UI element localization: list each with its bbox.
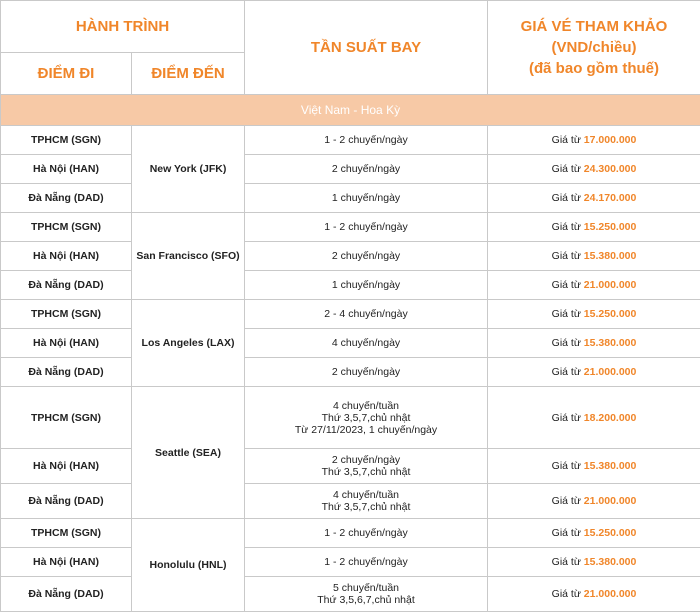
table-row: [1, 449, 700, 484]
table-row: [1, 577, 700, 612]
frequency-cell: [245, 184, 488, 213]
origin-cell: Hà Nội (HAN): [1, 449, 132, 484]
table-row: [1, 155, 700, 184]
price-cell: [488, 484, 700, 519]
price-header: [488, 1, 700, 95]
table-row: [1, 358, 700, 387]
frequency-cell: [245, 300, 488, 329]
route-header: HÀNH TRÌNH: [1, 1, 245, 53]
frequency-cell: [245, 155, 488, 184]
price-amount: 24.300.000: [583, 163, 637, 175]
price-cell: [488, 358, 700, 387]
destination-cell: Los Angeles (LAX): [132, 300, 245, 387]
frequency-cell: [245, 242, 488, 271]
price-prefix: Giá từ: [551, 192, 581, 204]
frequency-line: Thứ 3,5,7,chủ nhật: [321, 466, 411, 478]
origin-cell: Hà Nội (HAN): [1, 242, 132, 271]
origin-cell: Đà Nẵng (DAD): [1, 358, 132, 387]
price-prefix: Giá từ: [551, 460, 581, 472]
price-prefix: Giá từ: [551, 337, 581, 349]
frequency-line: 2 chuyến/ngày: [331, 454, 401, 466]
table-row: [1, 519, 700, 548]
price-amount: 21.000.000: [583, 279, 637, 291]
price-amount: 15.250.000: [583, 221, 637, 233]
table-row: [1, 184, 700, 213]
price-prefix: Giá từ: [551, 495, 581, 507]
frequency-cell: [245, 271, 488, 300]
table-row: [1, 271, 700, 300]
origin-cell: Đà Nẵng (DAD): [1, 577, 132, 612]
price-amount: 15.380.000: [583, 556, 637, 568]
price-cell: [488, 126, 700, 155]
price-cell: [488, 548, 700, 577]
origin-cell: TPHCM (SGN): [1, 213, 132, 242]
price-amount: 21.000.000: [583, 366, 637, 378]
frequency-cell: [245, 519, 488, 548]
frequency-line: 1 - 2 chuyến/ngày: [324, 221, 408, 233]
frequency-cell: [245, 126, 488, 155]
region-row: Việt Nam - Hoa Kỳ: [1, 95, 700, 126]
frequency-cell: [245, 387, 488, 449]
frequency-cell: [245, 449, 488, 484]
price-prefix: Giá từ: [551, 221, 581, 233]
price-amount: 15.380.000: [583, 337, 637, 349]
frequency-cell: [245, 213, 488, 242]
origin-cell: Hà Nội (HAN): [1, 329, 132, 358]
table-row: [1, 242, 700, 271]
origin-cell: TPHCM (SGN): [1, 300, 132, 329]
origin-cell: Đà Nẵng (DAD): [1, 271, 132, 300]
price-prefix: Giá từ: [551, 527, 581, 539]
frequency-line: Thứ 3,5,7,chủ nhật: [321, 501, 411, 513]
price-cell: [488, 300, 700, 329]
frequency-line: Thứ 3,5,6,7,chủ nhật: [317, 594, 415, 606]
price-amount: 17.000.000: [583, 134, 637, 146]
price-cell: [488, 387, 700, 449]
destination-cell: Seattle (SEA): [132, 387, 245, 519]
price-prefix: Giá từ: [551, 411, 581, 424]
destination-header: ĐIỂM ĐẾN: [132, 53, 245, 95]
price-cell: [488, 329, 700, 358]
price-amount: 15.250.000: [583, 308, 637, 320]
frequency-line: Thứ 3,5,7,chủ nhật: [321, 411, 411, 424]
price-prefix: Giá từ: [551, 250, 581, 262]
frequency-line: 1 chuyến/ngày: [331, 192, 401, 204]
price-prefix: Giá từ: [551, 279, 581, 291]
price-cell: [488, 213, 700, 242]
frequency-cell: [245, 548, 488, 577]
frequency-cell: [245, 329, 488, 358]
frequency-line: Từ 27/11/2023, 1 chuyến/ngày: [294, 423, 438, 436]
frequency-line: 2 chuyến/ngày: [331, 163, 401, 175]
price-header-line1: GIÁ VÉ THAM KHẢO: [520, 18, 668, 35]
origin-header: ĐIỂM ĐI: [1, 53, 132, 95]
table-row: [1, 387, 700, 449]
frequency-line: 2 chuyến/ngày: [331, 250, 401, 262]
table-row: [1, 300, 700, 329]
price-prefix: Giá từ: [551, 308, 581, 320]
origin-cell: Hà Nội (HAN): [1, 548, 132, 577]
origin-cell: Đà Nẵng (DAD): [1, 184, 132, 213]
price-prefix: Giá từ: [551, 588, 581, 600]
frequency-line: 4 chuyến/tuần: [333, 489, 399, 501]
price-amount: 21.000.000: [583, 495, 637, 507]
price-amount: 21.000.000: [583, 588, 637, 600]
destination-cell: San Francisco (SFO): [132, 213, 245, 300]
price-cell: [488, 242, 700, 271]
frequency-header: TẦN SUẤT BAY: [245, 1, 488, 95]
frequency-line: 1 - 2 chuyến/ngày: [324, 134, 408, 146]
table-row: [1, 213, 700, 242]
origin-cell: Hà Nội (HAN): [1, 155, 132, 184]
price-amount: 15.250.000: [583, 527, 637, 539]
frequency-line: 4 chuyến/ngày: [331, 337, 401, 349]
price-cell: [488, 519, 700, 548]
price-cell: [488, 184, 700, 213]
price-prefix: Giá từ: [551, 366, 581, 378]
table-row: [1, 548, 700, 577]
price-amount: 15.380.000: [583, 250, 637, 262]
table-row: [1, 329, 700, 358]
origin-cell: TPHCM (SGN): [1, 519, 132, 548]
price-prefix: Giá từ: [551, 134, 581, 146]
frequency-line: 1 chuyến/ngày: [331, 279, 401, 291]
price-cell: [488, 155, 700, 184]
price-prefix: Giá từ: [551, 556, 581, 568]
frequency-line: 5 chuyến/tuần: [333, 582, 399, 594]
origin-cell: TPHCM (SGN): [1, 126, 132, 155]
frequency-line: 1 - 2 chuyến/ngày: [324, 527, 408, 539]
origin-cell: Đà Nẵng (DAD): [1, 484, 132, 519]
frequency-cell: [245, 358, 488, 387]
price-prefix: Giá từ: [551, 163, 581, 175]
frequency-line: 1 - 2 chuyến/ngày: [324, 556, 408, 568]
table-row: [1, 126, 700, 155]
price-header-line2: (VND/chiều): [551, 39, 637, 56]
frequency-line: 4 chuyến/tuần: [333, 399, 399, 412]
frequency-line: 2 - 4 chuyến/ngày: [324, 308, 408, 320]
price-amount: 15.380.000: [583, 460, 637, 472]
origin-cell: TPHCM (SGN): [1, 387, 132, 449]
frequency-cell: [245, 577, 488, 612]
table-row: [1, 484, 700, 519]
destination-cell: New York (JFK): [132, 126, 245, 213]
price-cell: [488, 271, 700, 300]
price-cell: [488, 577, 700, 612]
destination-cell: Honolulu (HNL): [132, 519, 245, 612]
frequency-cell: [245, 484, 488, 519]
frequency-line: 2 chuyến/ngày: [331, 366, 401, 378]
price-amount: 24.170.000: [583, 192, 637, 204]
price-amount: 18.200.000: [583, 411, 637, 424]
price-header-line3: (đã bao gồm thuế): [529, 60, 660, 77]
price-cell: [488, 449, 700, 484]
